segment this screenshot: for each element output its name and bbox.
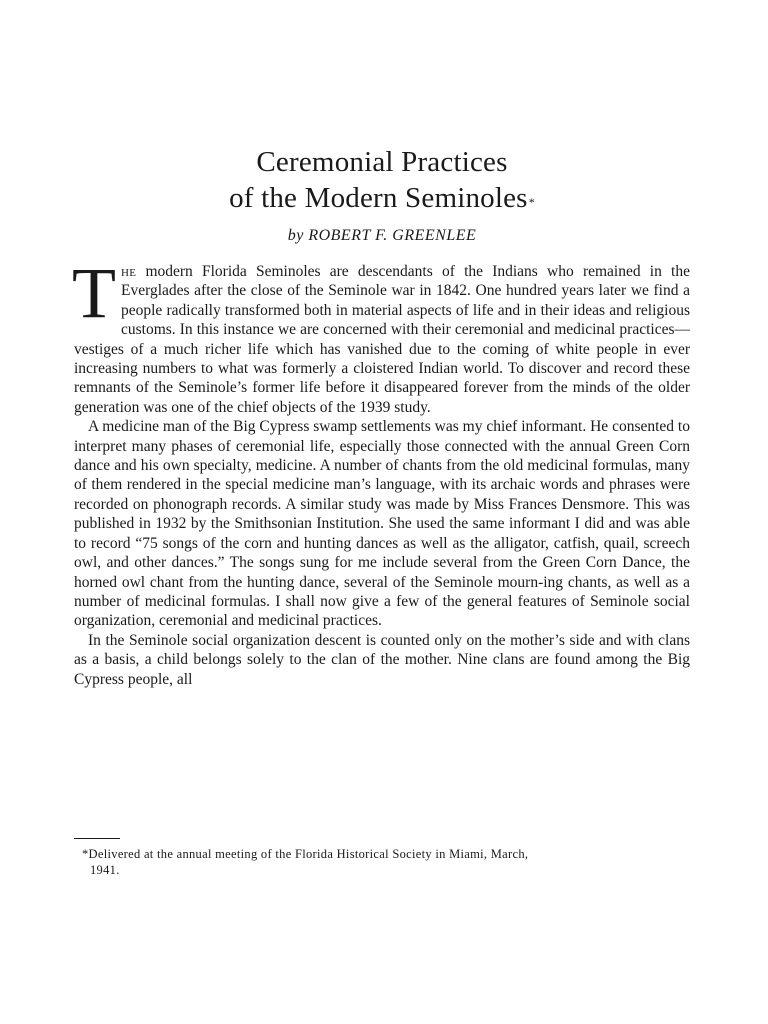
drop-cap: T (72, 253, 116, 333)
article-title (74, 144, 690, 216)
footnote-rule (74, 838, 120, 839)
paragraph-1-smallcaps: he (120, 263, 137, 280)
title-line-1: Ceremonial Practices (256, 146, 508, 178)
paragraph-3: In the Seminole social organization descent is counted only on the mother’s side and with clans as a basis, a child belongs solely to the clan of the mother. Nine clans are found among the Big Cypress people, all (74, 631, 690, 688)
footnote (74, 846, 690, 878)
footnote-line-1: *Delivered at the annual meeting of the Florida Historical Society in Miami, March, (82, 847, 529, 861)
title-line-2 (74, 180, 690, 216)
footnote-marker: * (528, 195, 535, 209)
paragraph-2: A medicine man of the Big Cypress swamp settlements was my chief informant. He consented to interpret many phases of ceremonial life, especially those connected with the annual Green Corn dance and his own specialty, medicine. A number of chants from the old medicinal formulas, many of them rendered in the special medicine man’s language, with its archaic words and phrases were recorded on phonograph records. A similar study was made by Miss Frances Densmore. This was published in 1932 by the Smithsonian Institution. She used the same informant I did and was able to record “75 songs of the corn and hunting dances as well as the alligator, catfish, quail, screech owl, and other dances.” The songs sung for me include several from the Green Corn Dance, the horned owl chant from the hunting dance, several of the Seminole mourn-ing chants, as well as a number of medicinal formulas. I shall now give a few of the general features of Seminole social organization, ceremonial and medicinal practices. (74, 418, 690, 630)
author-byline: by ROBERT F. GREENLEE (287, 227, 477, 244)
article-body (72, 253, 690, 689)
paragraph-1-text: modern Florida Seminoles are descendants of the Indians who remained in the Everglades after the close of the Seminole war in 1842. One hundred years later we find a people radically transformed both in material aspects of life and in their ideas and religious customs. In this instance we are concerned with their ceremonial and medicinal practices—vestiges of a much richer life which has vanished due to the coming of white people in ever increasing numbers to what was formerly a cloistered Indian world. To discover and record these remnants of the Seminole’s former life before it disappeared forever from the minds of the older generation was one of the chief objects of the 1939 study. (74, 263, 690, 416)
footnote-line-2: 1941. (90, 863, 120, 877)
title-line-2-text: of the Modern Seminoles (229, 182, 528, 214)
paragraph-1 (72, 253, 690, 417)
article-page (74, 0, 690, 1024)
